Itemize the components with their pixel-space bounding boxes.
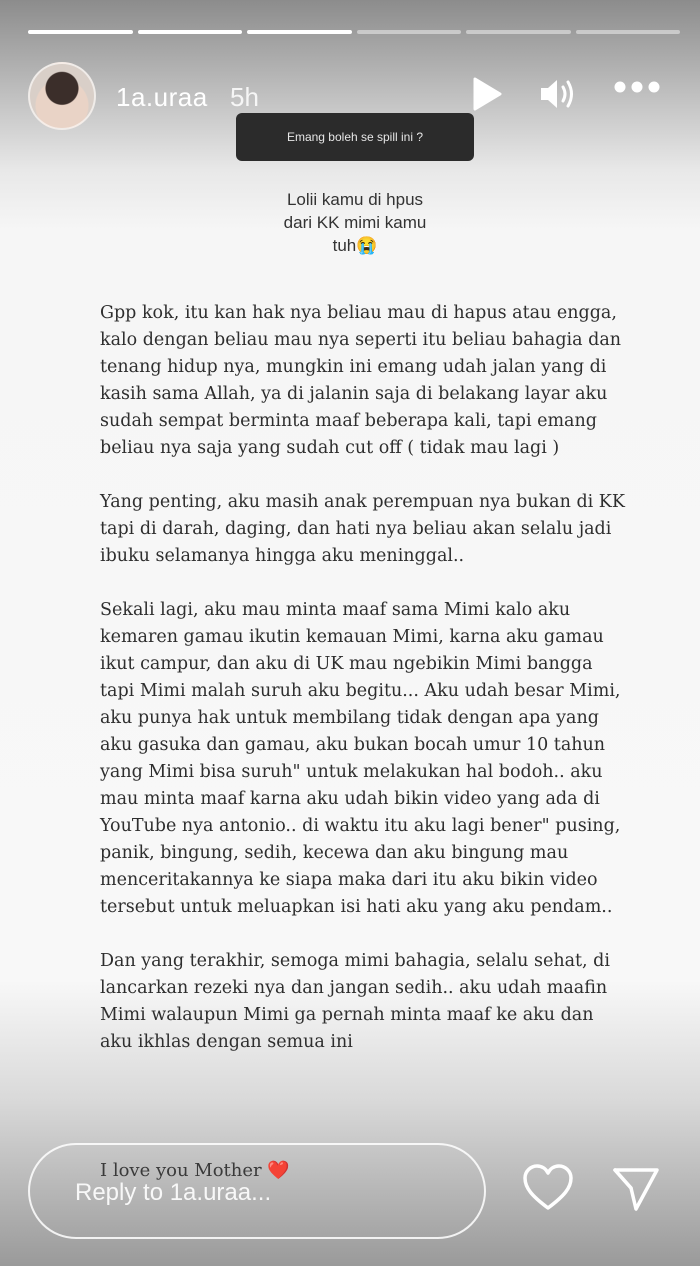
comment-text: Lolii kamu di hpus dari KK mimi kamu tuh😭	[283, 190, 427, 255]
story-time: 5h	[230, 82, 259, 112]
question-sticker[interactable]: Emang boleh se spill ini ?	[236, 113, 474, 161]
story-text-body	[100, 300, 625, 1083]
username[interactable]: 1a.uraa	[116, 82, 208, 112]
send-icon[interactable]	[612, 1166, 660, 1217]
more-icon[interactable]	[613, 80, 661, 99]
paragraph: Sekali lagi, aku mau minta maaf sama Mimi kalo aku kemaren gamau ikutin kemauan Mimi, karna aku gamau ikut campur, dan aku di UK mau ngebikin Mimi bangga tapi Mimi malah suruh aku begitu... Aku udah besar Mimi, aku punya hak untuk membilang tidak dengan apa yang aku gasuka dan gamau, aku bukan bocah umur 10 tahun yang Mimi bisa suruh" untuk melakukan hal bodoh.. aku mau minta maaf karna aku udah bikin video yang ada di YouTube nya antonio.. di waktu itu aku lagi bener" pusing, panik, bingung, sedih, kecewa dan aku bingung mau menceritakannya ke siapa maka dari itu aku bikin video tersebut untuk meluapkan isi hati aku yang aku pendam..	[100, 600, 621, 917]
reply-input[interactable]	[28, 1143, 486, 1239]
progress-segment	[28, 30, 133, 34]
play-icon[interactable]	[471, 76, 503, 117]
heart-icon[interactable]	[522, 1164, 574, 1217]
progress-segment	[357, 30, 462, 34]
paragraph: Yang penting, aku masih anak perempuan nya bukan di KK tapi di darah, daging, dan hati nya beliau akan selalu jadi ibuku selamanya hingga aku meninggal..	[100, 492, 625, 566]
heart-emoji: ❤️	[267, 1160, 290, 1181]
progress-segment	[247, 30, 352, 34]
progress-segment	[576, 30, 681, 34]
closing-text: I love you Mother	[100, 1160, 262, 1181]
reply-placeholder: Reply to 1a.uraa...	[75, 1179, 272, 1206]
sound-icon[interactable]	[538, 76, 578, 117]
paragraph: Dan yang terakhir, semoga mimi bahagia, selalu sehat, di lancarkan rezeki nya dan jangan sedih.. aku udah maafin Mimi walaupun Mimi ga pernah minta maaf ke aku dan aku ikhlas dengan semua ini	[100, 951, 610, 1052]
progress-segment	[466, 30, 571, 34]
avatar[interactable]	[28, 62, 96, 130]
story-progress-bar	[28, 30, 680, 34]
paragraph: Gpp kok, itu kan hak nya beliau mau di hapus atau engga, kalo dengan beliau mau nya seperti itu beliau bahagia dan tenang hidup nya, mungkin ini emang udah jalan yang di kasih sama Allah, ya di jalanin saja di belakang layar aku sudah sempat berminta maaf beberapa kali, tapi emang beliau nya saja yang sudah cut off ( tidak mau lagi )	[100, 303, 622, 458]
progress-segment	[138, 30, 243, 34]
